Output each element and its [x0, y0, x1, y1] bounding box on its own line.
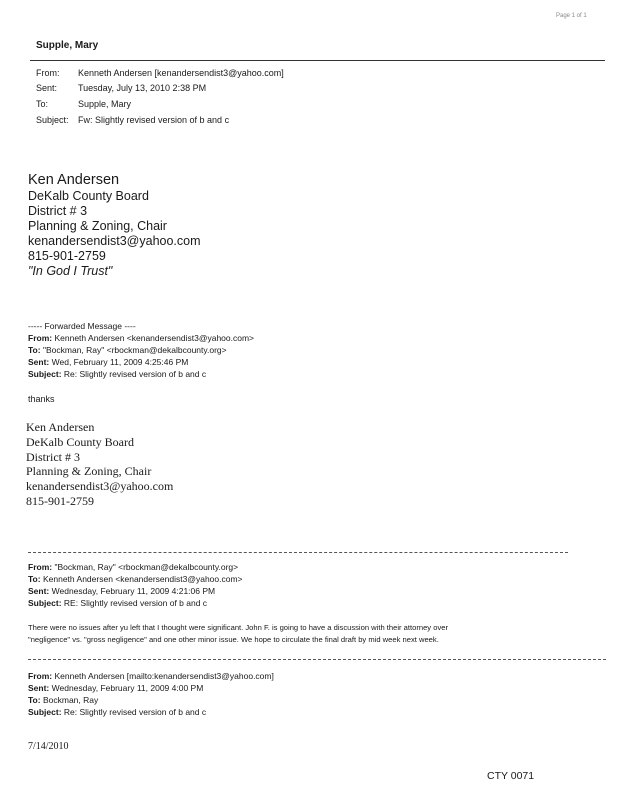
original-subject-label: Subject: — [28, 707, 62, 717]
original-from-row — [28, 671, 274, 681]
signature-block-1 — [28, 172, 201, 279]
reply-subject-row — [28, 598, 207, 608]
forwarded-banner: ----- Forwarded Message ---- — [28, 321, 136, 331]
reply-from-row — [28, 562, 238, 572]
header-sent-row — [36, 83, 206, 93]
forwarded-sent-row — [28, 357, 188, 367]
original-divider — [28, 659, 606, 660]
original-subject-row — [28, 707, 206, 717]
header-subject-row — [36, 115, 229, 125]
reply-body — [28, 622, 448, 646]
signature-email: kenandersendist3@yahoo.com — [28, 234, 201, 248]
reply-subject-label: Subject: — [28, 598, 62, 608]
sent-value: Tuesday, July 13, 2010 2:38 PM — [78, 83, 207, 93]
sent-label: Sent: — [36, 83, 58, 93]
original-from-value: Kenneth Andersen [mailto:kenandersendist3@yahoo.com] — [54, 671, 274, 681]
forwarded-sent-value: Wed, February 11, 2009 4:25:46 PM — [51, 357, 189, 367]
signature-name: Ken Andersen — [26, 420, 95, 434]
original-sent-row — [28, 683, 203, 693]
reply-divider — [28, 552, 568, 553]
signature-board: DeKalb County Board — [26, 434, 134, 449]
subject-label: Subject: — [36, 115, 69, 125]
signature-board: DeKalb County Board — [28, 189, 149, 203]
to-label: To: — [36, 99, 49, 109]
header-divider — [30, 60, 605, 61]
signature-district: District # 3 — [26, 449, 80, 464]
reply-sent-value: Wednesday, February 11, 2009 4:21:06 PM — [51, 586, 216, 596]
reply-to-row — [28, 574, 243, 584]
forwarded-to-row — [28, 345, 227, 355]
signature-block-2 — [26, 420, 173, 509]
original-sent-value: Wednesday, February 11, 2009 4:00 PM — [51, 683, 204, 693]
bates-number: CTY 0071 — [487, 770, 535, 782]
from-value: Kenneth Andersen [kenandersendist3@yahoo.com] — [78, 68, 284, 78]
thanks-text: thanks — [28, 394, 55, 404]
reply-body-line: "negligence" vs. "gross negligence" and one other minor issue. We hope to circulate the final draft by mid week next week. — [28, 635, 439, 644]
from-label: From: — [36, 68, 60, 78]
reply-from-value: "Bockman, Ray" <rbockman@dekalbcounty.org> — [54, 562, 239, 572]
to-value: Supple, Mary — [78, 99, 132, 109]
reply-sent-label: Sent: — [28, 586, 50, 596]
original-sent-label: Sent: — [28, 683, 50, 693]
reply-subject-value: RE: Slightly revised version of b and c — [63, 598, 208, 608]
subject-value: Fw: Slightly revised version of b and c — [78, 115, 230, 125]
reply-body-line: There were no issues after yu left that I thought were significant. John F. is going to have a discussion with their attorney over — [28, 623, 448, 632]
page-number-mark: Page 1 of 1 — [556, 13, 587, 19]
original-to-value: Bockman, Ray — [42, 695, 99, 705]
original-subject-value: Re: Slightly revised version of b and c — [63, 707, 207, 717]
forwarded-from-label: From: — [28, 333, 53, 343]
forwarded-subject-label: Subject: — [28, 369, 62, 379]
signature-phone: 815-901-2759 — [26, 493, 94, 508]
recipient-name: Supple, Mary — [36, 40, 99, 51]
forwarded-from-row — [28, 333, 254, 343]
reply-sent-row — [28, 586, 215, 596]
original-to-row — [28, 695, 98, 705]
forwarded-subject-row — [28, 369, 206, 379]
header-from-row — [36, 68, 284, 78]
forwarded-to-value: "Bockman, Ray" <rbockman@dekalbcounty.org> — [42, 345, 227, 355]
signature-title: Planning & Zoning, Chair — [26, 464, 152, 479]
reply-to-value: Kenneth Andersen <kenandersendist3@yahoo.com> — [42, 574, 243, 584]
signature-motto: "In God I Trust" — [28, 264, 113, 278]
signature-district: District # 3 — [28, 204, 88, 218]
forwarded-to-label: To: — [28, 345, 41, 355]
forwarded-from-value: Kenneth Andersen <kenandersendist3@yahoo.com> — [54, 333, 255, 343]
header-to-row — [36, 99, 131, 109]
signature-email: kenandersendist3@yahoo.com — [26, 479, 174, 494]
signature-phone: 815-901-2759 — [28, 249, 106, 263]
reply-to-label: To: — [28, 574, 41, 584]
reply-from-label: From: — [28, 562, 53, 572]
original-to-label: To: — [28, 695, 41, 705]
signature-title: Planning & Zoning, Chair — [28, 219, 167, 233]
signature-name: Ken Andersen — [28, 172, 120, 188]
forwarded-sent-label: Sent: — [28, 357, 50, 367]
print-date: 7/14/2010 — [28, 741, 69, 752]
original-from-label: From: — [28, 671, 53, 681]
forwarded-subject-value: Re: Slightly revised version of b and c — [63, 369, 207, 379]
